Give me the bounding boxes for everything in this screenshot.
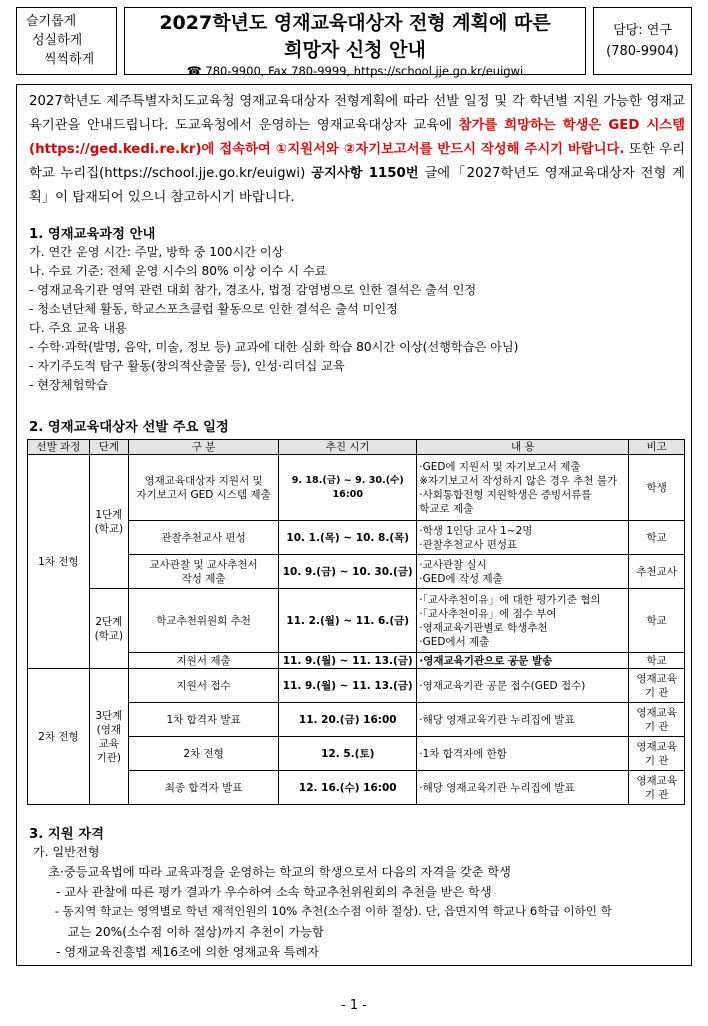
section-1-line: - 현장체험학습 bbox=[29, 378, 108, 392]
contact-text: 780-9900, Fax 780-9999, https://school.jje.go.kr/euigwi bbox=[201, 64, 524, 78]
date-cell: 10. 9.(금) ~ 10. 30.(금) bbox=[279, 555, 417, 589]
date-cell: 12. 5.(토) bbox=[279, 737, 417, 771]
date-cell: 10. 1.(목) ~ 10. 8.(목) bbox=[279, 521, 417, 555]
header-box bbox=[124, 7, 586, 78]
section-1-line: - 자기주도적 탐구 활동(창의적산출물 등), 인성·리더십 교육 bbox=[29, 359, 345, 373]
category-cell: 1차 합격자 발표 bbox=[128, 703, 278, 737]
content-cell: ·해당 영재교육기관 누리집에 발표 bbox=[417, 771, 629, 805]
category-cell: 영재교육대상자 지원서 및 자기보고서 GED 시스템 제출 bbox=[128, 455, 278, 521]
step-cell: 3단계 (영재 교육 기관) bbox=[89, 669, 128, 805]
intro-text: 글에「2027학년도 영재교육대상자 전형 계획」이 탑재되어 있으니 참고하시기 바랍니다. bbox=[29, 166, 685, 205]
section-3-line: - 동지역 학교는 영역별로 학년 재적인원의 10% 추천(소수점 이하 절상). 단, 읍면지역 학교나 6학급 이하인 학 bbox=[29, 904, 612, 918]
schedule-table bbox=[27, 439, 685, 805]
section-1-line: 나. 수료 기준: 전체 운영 시수의 80% 이상 이수 시 수료 bbox=[29, 264, 327, 278]
date-cell: 9. 18.(금) ~ 9. 30.(수) 16:00 bbox=[279, 455, 417, 521]
content-cell: ·「교사추천이유」에 대한 평가기준 협의 ·「교사추천이유」에 점수 부여 ·영재교육기관별로 학생추천 ·GED에서 제출 bbox=[417, 589, 629, 653]
header-cell: 구 분 bbox=[128, 440, 278, 455]
header-cell: 선발 과정 bbox=[28, 440, 90, 455]
motto-line: 씩씩하게 bbox=[44, 52, 95, 67]
content-cell: ·영재교육기관 공문 접수(GED 접수) bbox=[417, 669, 629, 703]
title-line-2: 희망자 신청 안내 bbox=[284, 39, 426, 61]
header-cell: 내 용 bbox=[417, 440, 629, 455]
main-content bbox=[16, 84, 692, 966]
section-1-line: 다. 주요 교육 내용 bbox=[29, 321, 127, 335]
category-cell: 관찰추천교사 편성 bbox=[128, 521, 278, 555]
category-cell: 교사관찰 및 교사추천서 작성 제출 bbox=[128, 555, 278, 589]
note-cell: 학교 bbox=[629, 589, 685, 653]
section-3-line: 교는 20%(소수점 이하 절상)까지 추천이 가능함 bbox=[29, 925, 324, 939]
category-cell: 지원서 제출 bbox=[128, 653, 278, 669]
section-3-line: 가. 일반전형 bbox=[29, 845, 100, 859]
page-number: - 1 - bbox=[341, 998, 367, 1013]
note-cell: 추천교사 bbox=[629, 555, 685, 589]
section-3-title: 3. 지원 자격 bbox=[29, 827, 104, 842]
section-3-line: - 영재교육진흥법 제16조에 의한 영재교육 특례자 bbox=[29, 945, 320, 959]
phone-icon: ☎ bbox=[186, 64, 202, 78]
motto-line: 성실하게 bbox=[32, 33, 83, 48]
date-cell: 11. 9.(월) ~ 11. 13.(금) bbox=[279, 653, 417, 669]
content-cell: ·GED에 지원서 및 자기보고서 제출 ※자기보고서 작성하지 않은 경우 추천 불가 ·사회통합전형 지원학생은 증빙서류를 학교로 제출 bbox=[417, 455, 629, 521]
header-cell: 단계 bbox=[89, 440, 128, 455]
content-cell: ·1차 합격자에 한함 bbox=[417, 737, 629, 771]
section-2-title: 2. 영재교육대상자 선발 주요 일정 bbox=[29, 420, 229, 435]
note-cell: 학교 bbox=[629, 653, 685, 669]
note-cell: 학교 bbox=[629, 521, 685, 555]
date-cell: 12. 16.(수) 16:00 bbox=[279, 771, 417, 805]
date-cell: 11. 20.(금) 16:00 bbox=[279, 703, 417, 737]
dept-line-1: 담당: 연구 bbox=[613, 23, 672, 38]
section-1-line: 가. 연간 운영 시간: 주말, 방학 중 100시간 이상 bbox=[29, 245, 284, 259]
department-box bbox=[593, 7, 692, 75]
intro-text: 또한 우리학교 누리집(https://school.jje.go.kr/euigwi) bbox=[29, 142, 685, 181]
section-3-line: 초·중등교육법에 따라 교육과정을 운영하는 학교의 학생으로서 다음의 자격을 갖춘 학생 bbox=[29, 865, 511, 879]
content-cell: ·학생 1인당 교사 1~2명 ·관찰추천교사 편성표 bbox=[417, 521, 629, 555]
section-1-line: - 수학·과학(발명, 음악, 미술, 정보 등) 교과에 대한 심화 학습 80시간 이상(선행학습은 아님) bbox=[29, 340, 519, 354]
title-line-1: 2027학년도 영재교육대상자 전형 계획에 따른 bbox=[159, 12, 551, 34]
content-cell: ·해당 영재교육기관 누리집에 발표 bbox=[417, 703, 629, 737]
school-motto bbox=[16, 7, 117, 75]
note-cell: 학생 bbox=[629, 455, 685, 521]
category-cell: 최종 합격자 발표 bbox=[128, 771, 278, 805]
section-1-line: - 청소년단체 활동, 학교스포츠클럽 활동으로 인한 결석은 출석 미인정 bbox=[29, 302, 398, 316]
round-cell: 1차 전형 bbox=[28, 455, 90, 669]
note-cell: 영재교육 기 관 bbox=[629, 669, 685, 703]
round-cell: 2차 전형 bbox=[28, 669, 90, 805]
note-cell: 영재교육 기 관 bbox=[629, 703, 685, 737]
date-cell: 11. 2.(월) ~ 11. 6.(금) bbox=[279, 589, 417, 653]
category-cell: 지원서 접수 bbox=[128, 669, 278, 703]
section-1-title: 1. 영재교육과정 안내 bbox=[29, 227, 156, 242]
section-3-line: - 교사 관찰에 따른 평가 결과가 우수하여 소속 학교추천위원회의 추천을 받은 학생 bbox=[29, 885, 492, 899]
table-row bbox=[28, 455, 685, 521]
header-cell: 추진 시기 bbox=[279, 440, 417, 455]
category-cell: 2차 전형 bbox=[128, 737, 278, 771]
note-cell: 영재교육 기 관 bbox=[629, 737, 685, 771]
intro-bold: 공지사항 1150번 bbox=[311, 166, 419, 181]
table-row bbox=[28, 589, 685, 653]
section-1-line: - 영재교육기관 영역 관련 대회 참가, 경조사, 법정 감염병으로 인한 결석은 출석 인정 bbox=[29, 283, 477, 297]
note-cell: 영재교육 기 관 bbox=[629, 771, 685, 805]
table-header-row bbox=[28, 440, 685, 455]
header-cell: 비고 bbox=[629, 440, 685, 455]
category-cell: 학교추천위원회 추천 bbox=[128, 589, 278, 653]
content-cell: ·교사관찰 실시 ·GED에 작성 제출 bbox=[417, 555, 629, 589]
intro-text: 2027학년도 제주특별자치도교육청 영재교육대상자 전형계획에 따라 선발 일정 및 각 학년별 지원 가능한 영재교육기관을 안내드립니다. 도교육청에서 운영하는 영재교육대상자 교육에 bbox=[29, 94, 685, 133]
step-cell: 2단계 (학교) bbox=[89, 589, 128, 669]
step-cell: 1단계 (학교) bbox=[89, 455, 128, 589]
content-cell: ·영재교육기관으로 공문 발송 bbox=[417, 653, 629, 669]
date-cell: 11. 9.(월) ~ 11. 13.(금) bbox=[279, 669, 417, 703]
table-row bbox=[28, 669, 685, 703]
contact-info bbox=[125, 64, 585, 78]
dept-line-2: (780-9904) bbox=[606, 44, 679, 59]
intro-highlight: 참가를 희망하는 학생은 GED 시스템(https://ged.kedi.re.kr)에 접속하여 ①지원서와 ②자기보고서를 반드시 작성해 주시기 바랍니다. bbox=[29, 118, 685, 157]
intro-paragraph bbox=[29, 90, 685, 210]
motto-line: 슬기롭게 bbox=[26, 14, 77, 29]
